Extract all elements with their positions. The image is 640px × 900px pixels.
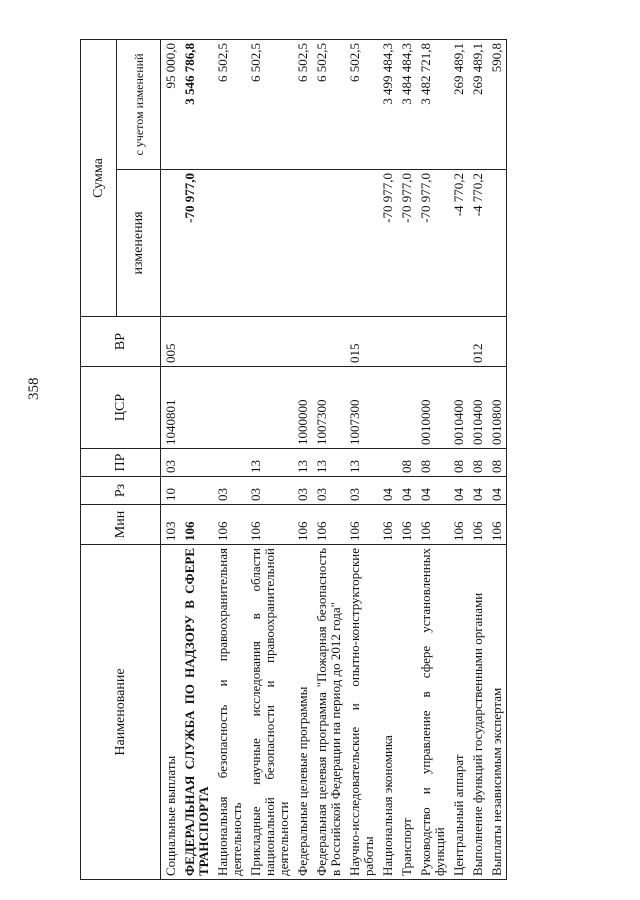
cell-min: 106	[487, 505, 507, 545]
cell-pr: 13	[246, 449, 293, 477]
cell-min: 106	[449, 505, 468, 545]
cell-csr	[378, 367, 397, 449]
cell-total: 6 502,5	[246, 40, 293, 170]
cell-rz: 03	[312, 477, 345, 505]
cell-rz	[180, 477, 213, 505]
cell-total: 95 000,0	[161, 40, 181, 170]
cell-changes: -70 977,0	[397, 170, 416, 317]
cell-min: 106	[397, 505, 416, 545]
cell-min: 103	[161, 505, 181, 545]
cell-vr	[180, 317, 213, 367]
cell-total: 6 502,5	[345, 40, 378, 170]
cell-name: Национальная безопасность и правоохранительная деятельность	[213, 545, 246, 880]
table-row	[397, 40, 416, 880]
cell-pr: 13	[312, 449, 345, 477]
table-header	[81, 40, 161, 880]
header-csr: ЦСР	[81, 367, 161, 449]
cell-rz: 10	[161, 477, 181, 505]
cell-name: Федеральные целевые программы	[293, 545, 312, 880]
cell-min: 106	[468, 505, 487, 545]
cell-min: 106	[312, 505, 345, 545]
cell-changes: -70 977,0	[378, 170, 397, 317]
cell-rz: 03	[213, 477, 246, 505]
cell-total: 3 546 786,8	[180, 40, 213, 170]
cell-rz: 04	[397, 477, 416, 505]
cell-name: Транспорт	[397, 545, 416, 880]
cell-changes	[161, 170, 181, 317]
cell-total: 3 499 484,3	[378, 40, 397, 170]
cell-vr	[293, 317, 312, 367]
cell-csr: 0010000	[416, 367, 449, 449]
cell-csr: 0010800	[487, 367, 507, 449]
cell-total: 3 484 484,3	[397, 40, 416, 170]
cell-csr: 1007300	[312, 367, 345, 449]
cell-vr: 015	[345, 317, 378, 367]
cell-name: Руководство и управление в сфере установленных функций	[416, 545, 449, 880]
table-row	[161, 40, 181, 880]
cell-vr	[246, 317, 293, 367]
cell-min: 106	[180, 505, 213, 545]
header-with-changes: с учетом изменений	[117, 40, 161, 170]
header-changes: изменения	[117, 170, 161, 317]
cell-name: Национальная экономика	[378, 545, 397, 880]
cell-vr	[449, 317, 468, 367]
cell-vr	[397, 317, 416, 367]
cell-pr: 08	[468, 449, 487, 477]
cell-min: 106	[293, 505, 312, 545]
cell-csr	[213, 367, 246, 449]
cell-changes	[345, 170, 378, 317]
table-row	[449, 40, 468, 880]
table-row	[246, 40, 293, 880]
cell-csr	[246, 367, 293, 449]
table-row	[468, 40, 487, 880]
cell-name: Прикладные научные исследования в области национальной безопасности и правоохранительной деятельности	[246, 545, 293, 880]
cell-changes: -70 977,0	[416, 170, 449, 317]
cell-rz: 04	[378, 477, 397, 505]
cell-min: 106	[246, 505, 293, 545]
cell-pr: 03	[161, 449, 181, 477]
units-label	[60, 0, 76, 60]
cell-pr: 08	[487, 449, 507, 477]
header-min: Мин	[81, 505, 161, 545]
cell-csr: 1007300	[345, 367, 378, 449]
table-row	[378, 40, 397, 880]
cell-vr	[487, 317, 507, 367]
cell-pr: 13	[345, 449, 378, 477]
cell-changes: -4 770,2	[468, 170, 487, 317]
cell-total: 269 489,1	[468, 40, 487, 170]
cell-name: Федеральная целевая программа "Пожарная безопасность в Российской Федерации на период до 2012 года"	[312, 545, 345, 880]
cell-rz: 04	[416, 477, 449, 505]
cell-min: 106	[213, 505, 246, 545]
cell-csr: 0010400	[468, 367, 487, 449]
cell-vr	[312, 317, 345, 367]
table-row	[487, 40, 507, 880]
cell-rz: 03	[246, 477, 293, 505]
cell-name: ФЕДЕРАЛЬНАЯ СЛУЖБА ПО НАДЗОРУ В СФЕРЕ ТРАНСПОРТА	[180, 545, 213, 880]
table-row	[180, 40, 213, 880]
cell-total: 6 502,5	[213, 40, 246, 170]
cell-rz: 04	[487, 477, 507, 505]
cell-pr	[180, 449, 213, 477]
cell-changes	[213, 170, 246, 317]
table-row	[293, 40, 312, 880]
cell-name: Центральный аппарат	[449, 545, 468, 880]
cell-vr	[378, 317, 397, 367]
cell-min: 106	[345, 505, 378, 545]
cell-changes	[293, 170, 312, 317]
cell-csr	[397, 367, 416, 449]
cell-total: 6 502,5	[312, 40, 345, 170]
cell-vr: 005	[161, 317, 181, 367]
table-body	[161, 40, 507, 880]
cell-csr: 0010400	[449, 367, 468, 449]
cell-min: 106	[378, 505, 397, 545]
cell-total: 3 482 721,8	[416, 40, 449, 170]
cell-pr: 08	[416, 449, 449, 477]
rotated-table-wrapper	[80, 40, 588, 880]
cell-pr: 08	[449, 449, 468, 477]
cell-pr	[378, 449, 397, 477]
cell-name: Выплаты независимым экспертам	[487, 545, 507, 880]
cell-pr: 13	[293, 449, 312, 477]
cell-total: 590,8	[487, 40, 507, 170]
cell-vr: 012	[468, 317, 487, 367]
cell-vr	[213, 317, 246, 367]
cell-total: 6 502,5	[293, 40, 312, 170]
cell-rz: 03	[345, 477, 378, 505]
header-pr: ПР	[81, 449, 161, 477]
cell-name: Выполнение функций государственными органами	[468, 545, 487, 880]
cell-csr: 1000000	[293, 367, 312, 449]
table-row	[213, 40, 246, 880]
cell-pr: 08	[397, 449, 416, 477]
header-sum: Сумма	[81, 40, 117, 317]
cell-changes	[487, 170, 507, 317]
header-vr: ВР	[81, 317, 161, 367]
cell-pr	[213, 449, 246, 477]
table-row	[416, 40, 449, 880]
cell-changes: -70 977,0	[180, 170, 213, 317]
cell-changes: -4 770,2	[449, 170, 468, 317]
header-rz: Рз	[81, 477, 161, 505]
budget-table	[80, 39, 507, 880]
cell-rz: 04	[468, 477, 487, 505]
cell-changes	[312, 170, 345, 317]
cell-rz: 04	[449, 477, 468, 505]
cell-vr	[416, 317, 449, 367]
table-row	[312, 40, 345, 880]
cell-csr	[180, 367, 213, 449]
table-row	[345, 40, 378, 880]
header-name: Наименование	[81, 545, 161, 880]
page-number: 358	[26, 377, 42, 400]
cell-changes	[246, 170, 293, 317]
cell-total: 269 489,1	[449, 40, 468, 170]
cell-min: 106	[416, 505, 449, 545]
cell-rz: 03	[293, 477, 312, 505]
cell-name: Научно-исследовательские и опытно-конструкторские работы	[345, 545, 378, 880]
cell-name: Социальные выплаты	[161, 545, 181, 880]
cell-csr: 1040801	[161, 367, 181, 449]
